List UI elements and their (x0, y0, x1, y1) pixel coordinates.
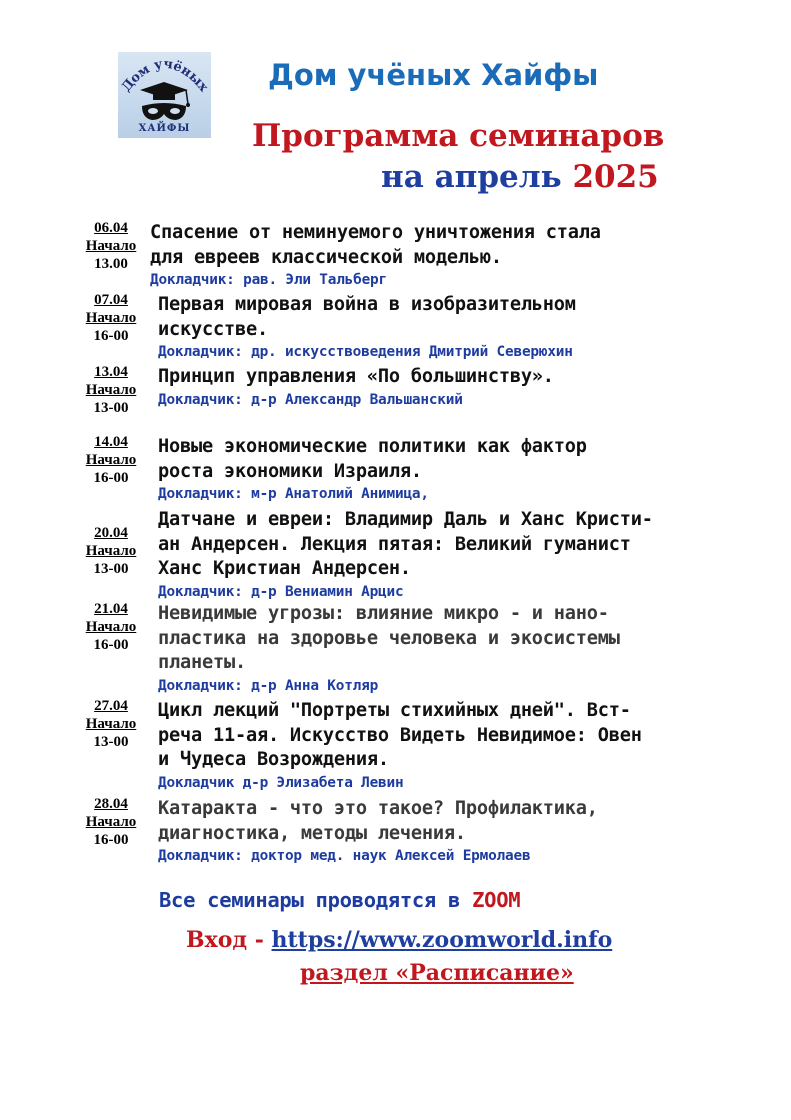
seminar-speaker: Докладчик: д-р Анна Котляр (158, 677, 379, 694)
seminar-speaker: Докладчик д-р Элизабета Левин (158, 774, 404, 791)
seminar-body (158, 699, 758, 794)
seminar-date: 27.04 (94, 698, 128, 714)
seminar-body (158, 435, 758, 505)
seminar-time: 16-00 (93, 832, 129, 848)
seminar-title-line: роста экономики Израиля. (158, 460, 422, 482)
footer-zoom-prefix: Все семинары проводятся в (159, 888, 461, 912)
seminar-speaker: Докладчик: д-р Вениамин Арцис (158, 583, 404, 600)
seminar-title-line: Цикл лекций "Портреты стихийных дней". Вст- (158, 700, 631, 721)
seminar-title-line: планеты. (158, 652, 246, 673)
seminar-start-label: Начало (85, 238, 137, 254)
footer-zoom-word: ZOOM (472, 888, 521, 912)
seminar-speaker: Докладчик: д-р Александр Вальшанский (158, 391, 463, 408)
seminar-date: 14.04 (94, 434, 128, 450)
seminar-date-block (78, 697, 144, 751)
seminar-body (158, 797, 758, 867)
seminar-speaker: Докладчик: рав. Эли Тальберг (150, 272, 387, 288)
seminar-body (158, 293, 758, 363)
seminar-body (150, 221, 750, 291)
program-month (381, 159, 659, 195)
seminar-time: 16-00 (93, 470, 129, 486)
program-year: 2025 (572, 159, 659, 195)
seminar-start-label: Начало (85, 310, 137, 326)
seminar-title-line: Спасение от неминуемого уничтожения стала (150, 222, 601, 243)
seminar-title-line: пластика на здоровье человека и экосистемы (158, 627, 620, 649)
seminar-date: 21.04 (94, 601, 128, 617)
seminar-date: 07.04 (94, 292, 128, 308)
seminar-speaker: Докладчик: доктор мед. наук Алексей Ермолаев (158, 848, 531, 864)
logo-bottom-text: ХАЙФЫ (138, 123, 191, 134)
seminar-start-label: Начало (85, 543, 137, 559)
program-title: Программа семинаров (252, 118, 665, 154)
seminar-date-block (78, 363, 144, 417)
seminar-time: 16-00 (93, 328, 129, 344)
seminar-start-label: Начало (85, 452, 137, 468)
logo (118, 52, 211, 138)
seminar-body (158, 365, 758, 411)
seminar-title-line: для евреев классической моделью. (150, 246, 502, 268)
seminar-time: 13-00 (93, 400, 129, 416)
seminar-body (158, 602, 758, 697)
seminar-title-line: Ханс Кристиан Андерсен. (158, 558, 411, 579)
seminar-date-block (78, 524, 144, 578)
seminar-title-line: Катаракта - что это такое? Профилактика, (158, 798, 598, 819)
seminar-date-block (78, 291, 144, 345)
seminar-title-line: Принцип управления «По большинству». (158, 366, 554, 387)
footer-zoom-note (159, 888, 520, 912)
seminar-date-block (78, 600, 144, 654)
seminar-title-line: и Чудеса Возрождения. (158, 749, 389, 770)
site-title: Дом учёных Хайфы (268, 58, 599, 92)
program-month-prefix: на апрель (381, 159, 562, 195)
seminar-title-line: реча 11-ая. Искусство Видеть Невидимое: Овен (158, 724, 642, 746)
seminar-speaker: Докладчик: м-р Анатолий Анимица, (158, 486, 429, 502)
seminar-date: 28.04 (94, 796, 128, 812)
seminar-title-line: ан Андерсен. Лекция пятая: Великий гуманист (158, 533, 631, 555)
zoomworld-link[interactable]: https://www.zoomworld.info (271, 927, 613, 953)
seminar-date-block (78, 219, 144, 273)
seminar-title-line: Первая мировая война в изобразительном (158, 294, 576, 315)
seminar-start-label: Начало (85, 814, 137, 830)
seminar-body (158, 508, 758, 603)
seminar-date: 06.04 (94, 220, 128, 236)
seminar-time: 13-00 (93, 561, 129, 577)
logo-arc-text: Дом учёных (119, 56, 211, 95)
seminar-date: 20.04 (94, 525, 128, 541)
seminar-title-line: Датчане и евреи: Владимир Даль и Ханс Кристи- (158, 509, 653, 530)
seminar-title-line: искусстве. (158, 318, 268, 340)
seminar-title-line: Новые экономические политики как фактор (158, 436, 587, 457)
footer-enter-label: Вход - (186, 927, 264, 953)
seminar-date-block (78, 795, 144, 849)
footer-enter (186, 927, 612, 953)
seminar-speaker: Докладчик: др. искусствоведения Дмитрий Северюхин (158, 344, 573, 360)
seminar-start-label: Начало (85, 382, 137, 398)
seminar-date-block (78, 433, 144, 487)
footer-section-link[interactable]: раздел «Расписание» (300, 960, 574, 986)
seminar-time: 13-00 (93, 734, 129, 750)
seminar-date: 13.04 (94, 364, 128, 380)
seminar-time: 16-00 (93, 637, 129, 653)
seminar-title-line: Невидимые угрозы: влияние микро - и нано- (158, 603, 609, 624)
seminar-start-label: Начало (85, 619, 137, 635)
seminar-time: 13.00 (94, 256, 128, 272)
seminar-start-label: Начало (85, 716, 137, 732)
seminar-title-line: диагностика, методы лечения. (158, 822, 466, 844)
